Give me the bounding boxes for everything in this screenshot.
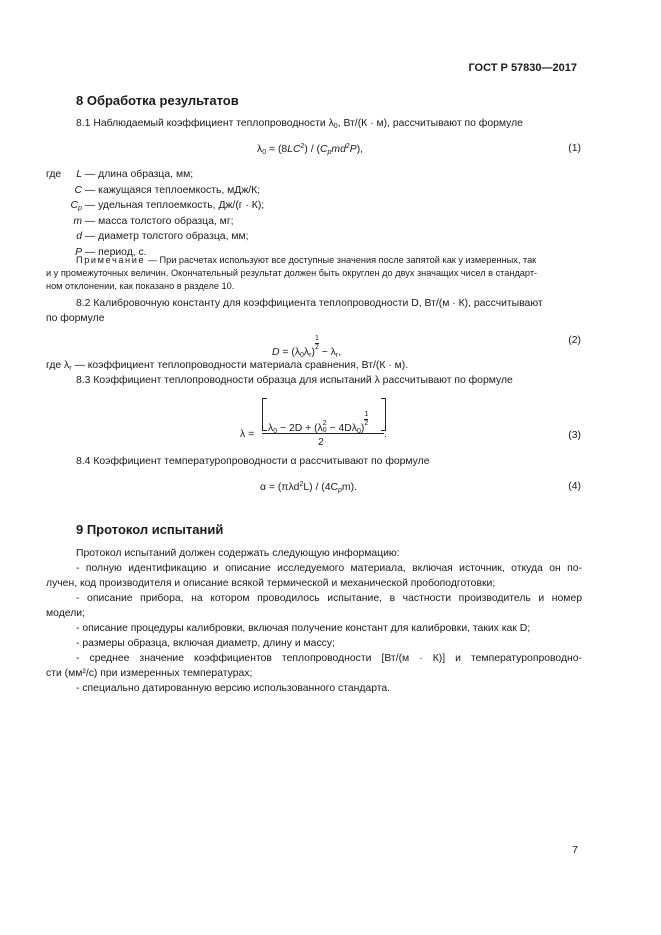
equation-2: $D = (\lambda_0\lambda_r)$ $\frac{1}{2}$ − $\lambda_r$, (272, 335, 342, 359)
section-9-title: 9 Протокол испытаний (76, 522, 224, 537)
list-item-1-line-1: - полную идентификацию и описание исследуемого материала, включая источник, откуда он по- (76, 563, 582, 574)
list-item-1-line-2: лучен, код производителя и описание всякой термической и механической пробоподготовки; (46, 578, 496, 589)
equation-3-lhs: λ = (240, 429, 255, 440)
note-line-3: ном отклонении, как показано в разделе 10. (46, 281, 235, 291)
page-number: 7 (572, 844, 578, 856)
definition-C: C — кажущаяся теплоемкость, мДж/К; (74, 184, 261, 196)
paragraph-8-2-line-1: 8.2 Калибровочную константу для коэффициента теплопроводности D, Вт/(м · К), рассчитывают (76, 298, 543, 309)
equation-3-fraction-bar (262, 433, 384, 434)
note-line-2: и у промежуточных величин. Окончательный результат должен быть округлен до двух значащих чисел в стандарт- (46, 268, 538, 278)
where-label: где (46, 169, 62, 180)
paragraph-8-1: 8.1 Наблюдаемый коэффициент теплопроводности $\lambda_0$, Вт/(К · м), рассчитывают по формуле (76, 118, 523, 130)
section-8-title: 8 Обработка результатов (76, 93, 239, 108)
definition-P: P — период, с. (75, 246, 147, 258)
equation-1-number: (1) (568, 143, 581, 154)
list-item-5-line-2: сти (мм²/с) при измеренных температурах; (46, 668, 253, 679)
equation-4: $\alpha = (\pi\lambda d^2L) / (4C_pm)$. (260, 481, 357, 494)
equation-3-number: (3) (568, 430, 581, 441)
paragraph-8-2-line-2: по формуле (46, 313, 105, 324)
paragraph-8-4: 8.4 Коэффициент температуропроводности α рассчитывают по формуле (76, 456, 430, 467)
list-item-3: - описание процедуры калибровки, включая получение констант для калибровки, таких как D; (76, 623, 531, 634)
definition-Cp: $C_p$ — удельная теплоемкость, Дж/(г · К); (70, 200, 265, 212)
equation-1: $\lambda_0 = (8LC^2) / (C_pmd^2P)$, (257, 143, 364, 156)
list-item-2-line-1: - описание прибора, на котором проводилось испытание, в частности производитель и номер (76, 593, 582, 604)
definition-list (48, 169, 264, 262)
list-item-2-line-2: модели; (46, 608, 85, 619)
list-item-4: - размеры образца, включая диаметр, длину и массу; (76, 638, 335, 649)
list-item-6: - специально датированную версию использованного стандарта. (76, 683, 391, 694)
section-9-intro: Протокол испытаний должен содержать следующую информацию: (76, 548, 400, 559)
equation-3-denominator: 2 (318, 437, 324, 448)
list-item-5-line-1: - среднее значение коэффициентов теплопроводности [Вт/(м · К)] и температуропроводно- (76, 653, 582, 664)
standard-header: ГОСТ Р 57830—2017 (468, 62, 577, 74)
definition-m: m — масса толстого образца, мг; (73, 215, 234, 227)
where-lambda-r: где $\lambda_r$ — коэффициент теплопроводности материала сравнения, Вт/(К · м). (46, 360, 409, 372)
equation-3-numerator: $\lambda_0 - 2D + (\lambda$ 2 0 − $4D\lambda_0$) $\frac{1}{2}$ (268, 411, 369, 435)
definition-d: d — диаметр толстого образца, мм; (76, 231, 249, 242)
note-line-1: Примечание — При расчетах используют все доступные значения после запятой как у измеренных, так (76, 255, 537, 265)
paragraph-8-3: 8.3 Коэффициент теплопроводности образца для испытаний λ рассчитывают по формуле (76, 375, 513, 386)
definition-L: L — длина образца, мм; (76, 169, 194, 180)
equation-2-number: (2) (568, 335, 581, 346)
equation-4-number: (4) (568, 481, 581, 492)
equation-3-end: . (384, 429, 387, 440)
